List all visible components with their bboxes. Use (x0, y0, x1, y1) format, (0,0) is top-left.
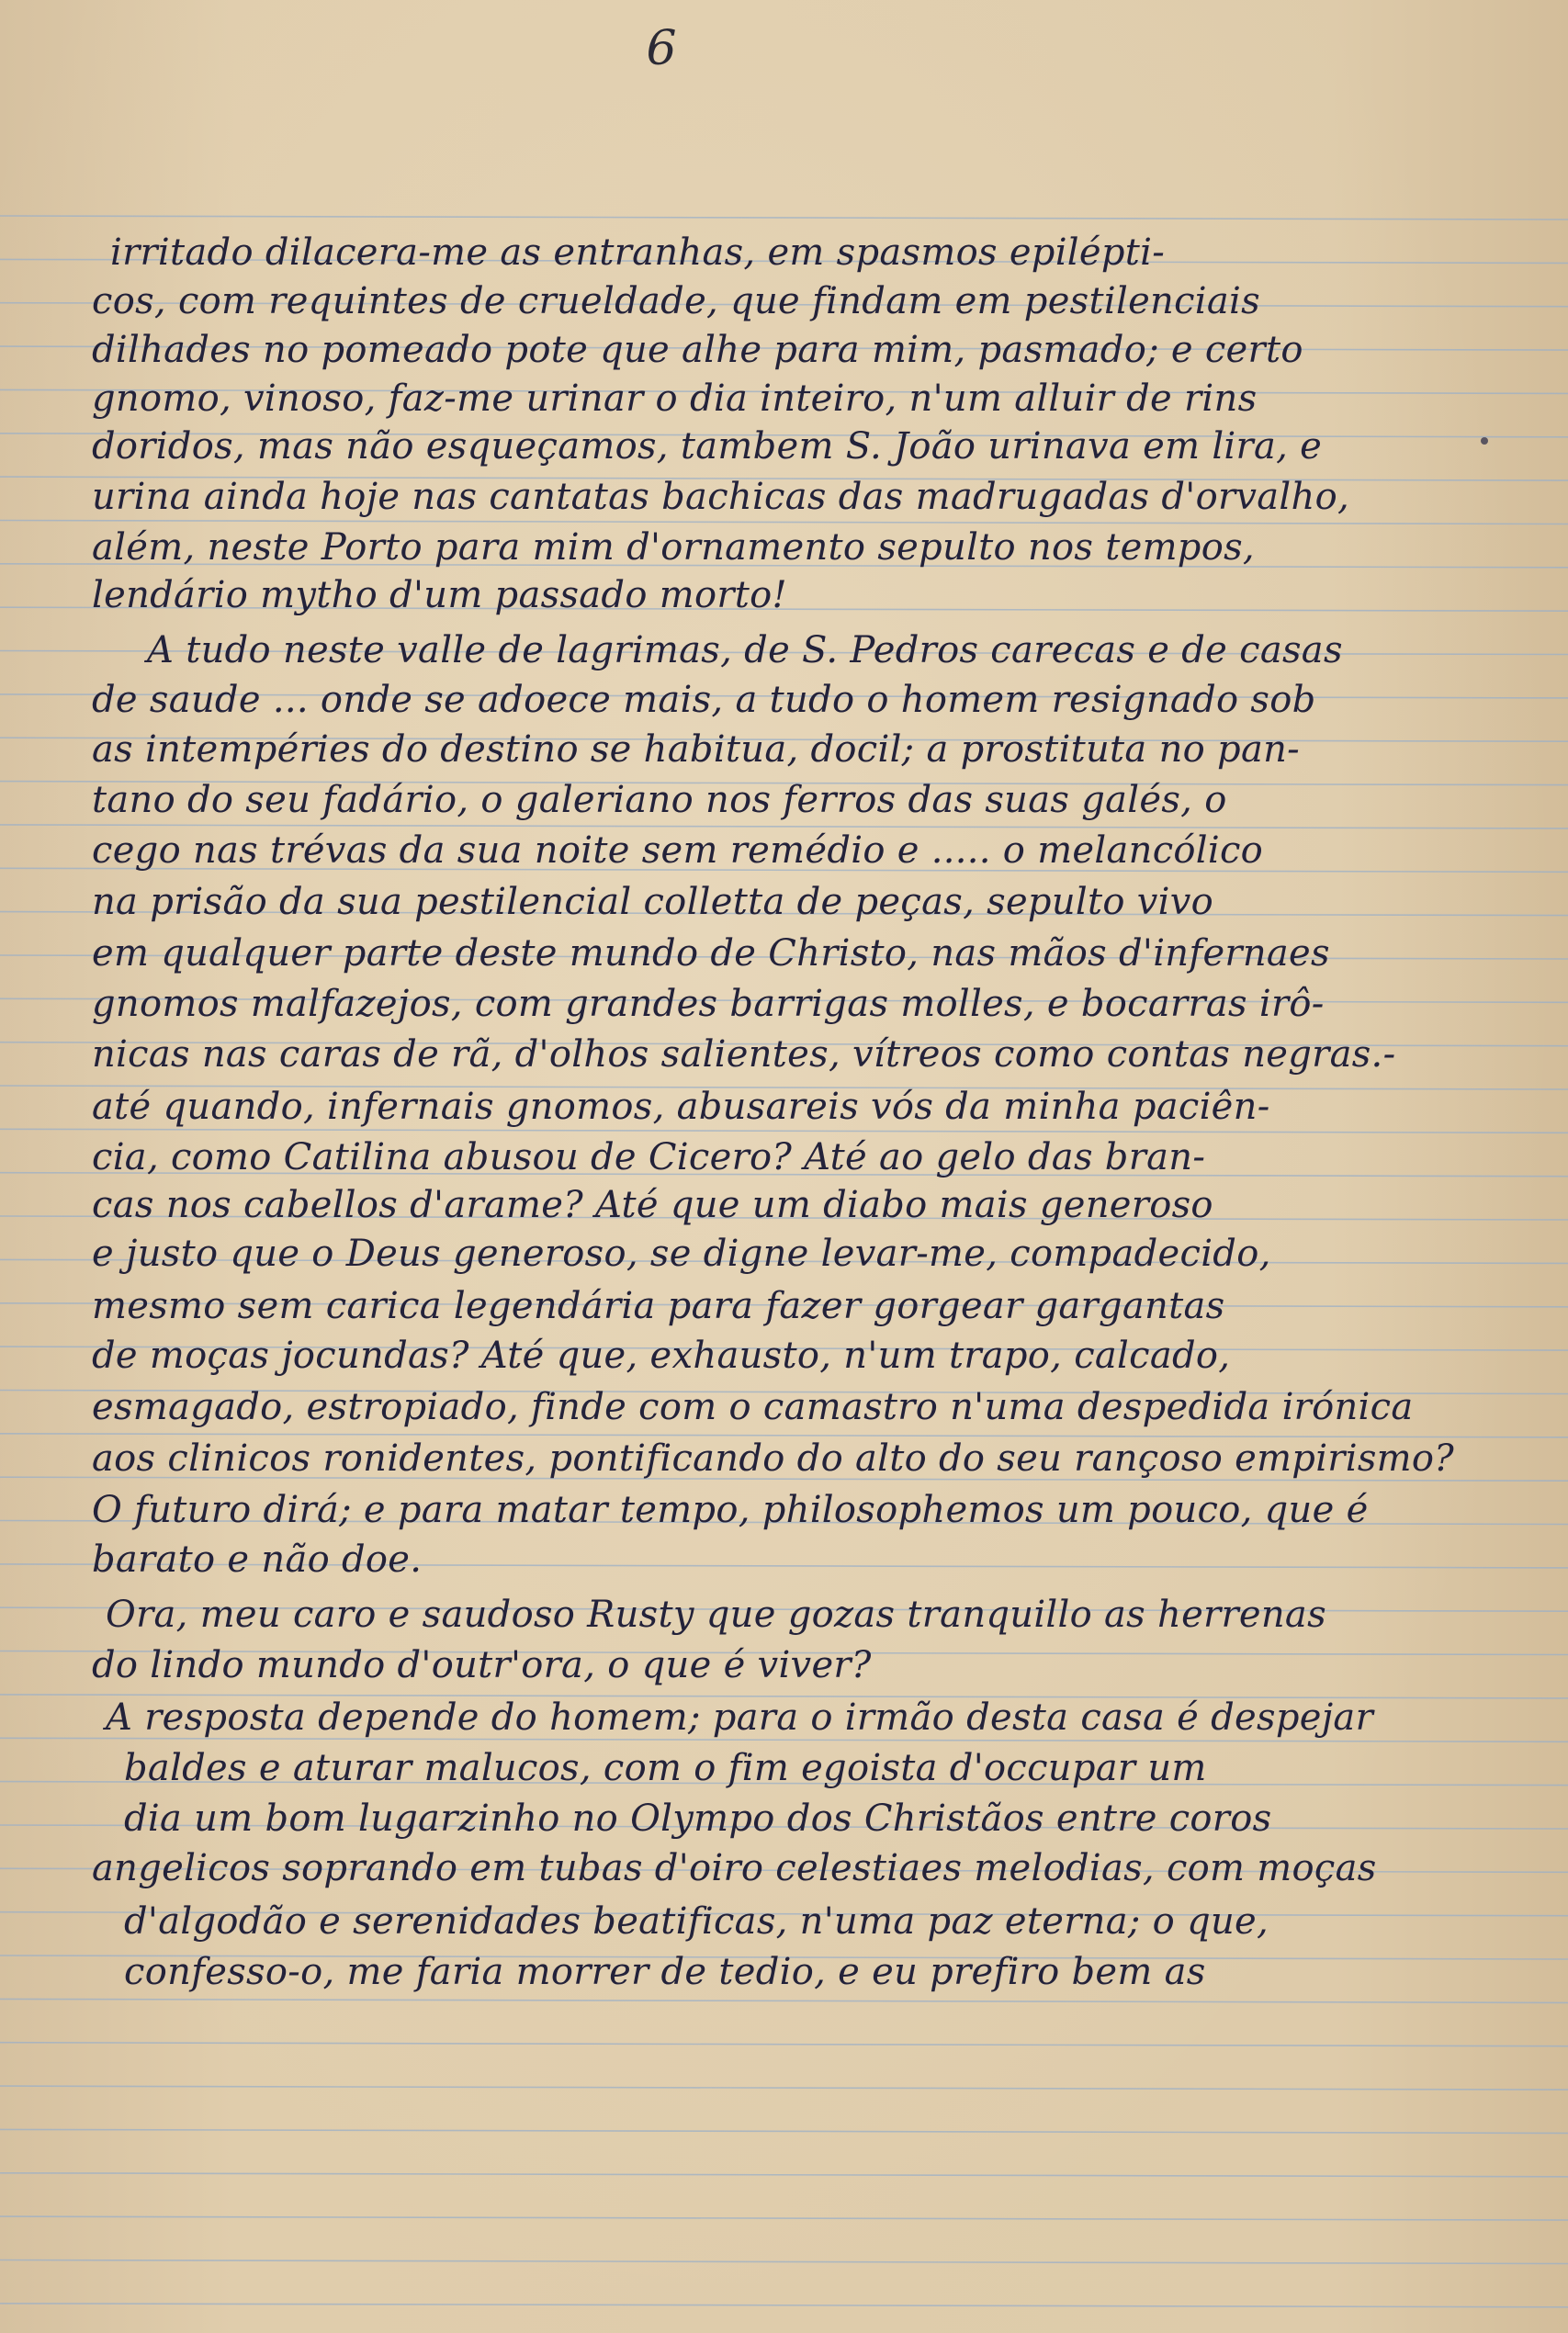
manuscript-line: na prisão da sua pestilencial colletta de peças, sepulto vivo (92, 881, 1214, 923)
ruled-line (0, 2086, 1568, 2090)
manuscript-line: em qualquer parte deste mundo de Christo, nas mãos d'infernaes (92, 932, 1330, 975)
manuscript-line: irritado dilacera-me as entranhas, em spasmos epilépti- (110, 231, 1166, 274)
page-number: 6 (646, 21, 677, 76)
ruled-line (0, 216, 1568, 220)
manuscript-line: cia, como Catilina abusou de Cicero? Até ao gelo das bran- (92, 1136, 1206, 1178)
manuscript-line: tano do seu fadário, o galeriano nos ferros das suas galés, o (92, 779, 1227, 821)
manuscript-line: além, neste Porto para mim d'ornamento sepulto nos tempos, (92, 526, 1255, 569)
manuscript-line: de saude ... onde se adoece mais, a tudo o homem resignado sob (92, 679, 1316, 721)
manuscript-line: lendário mytho d'um passado morto! (92, 574, 787, 616)
manuscript-line: Ora, meu caro e saudoso Rusty que gozas tranquillo as herrenas (106, 1594, 1326, 1636)
manuscript-line: baldes e aturar malucos, com o fim egoista d'occupar um (124, 1747, 1207, 1789)
ruled-line (0, 1999, 1568, 2002)
manuscript-line: gnomos malfazejos, com grandes barrigas molles, e bocarras irô- (92, 983, 1325, 1025)
manuscript-line: e justo que o Deus generoso, se digne levar-me, compadecido, (92, 1233, 1271, 1275)
manuscript-line: de moças jocundas? Até que, exhausto, n'um trapo, calcado, (92, 1335, 1231, 1377)
ruled-line (0, 2173, 1568, 2177)
manuscript-line: A resposta depende do homem; para o irmão desta casa é despejar (106, 1696, 1373, 1739)
manuscript-line: d'algodão e serenidades beatificas, n'uma paz eterna; o que, (124, 1900, 1269, 1943)
manuscript-line: A tudo neste valle de lagrimas, de S. Pedros carecas e de casas (147, 629, 1343, 671)
manuscript-line: angelicos soprando em tubas d'oiro celestiaes melodias, com moças (92, 1847, 1377, 1889)
manuscript-line: mesmo sem carica legendária para fazer gorgear gargantas (92, 1285, 1225, 1327)
manuscript-line: as intempéries do destino se habitua, docil; a prostituta no pan- (92, 728, 1300, 771)
manuscript-line: gnomo, vinoso, faz-me urinar o dia inteiro, n'um alluir de rins (92, 378, 1258, 420)
manuscript-line: dilhades no pomeado pote que alhe para mim, pasmado; e certo (92, 329, 1303, 371)
manuscript-line: cos, com requintes de crueldade, que findam em pestilenciais (92, 280, 1260, 322)
manuscript-line: esmagado, estropiado, finde com o camastro n'uma despedida irónica (92, 1386, 1414, 1428)
manuscript-line: até quando, infernais gnomos, abusareis vós da minha paciên- (92, 1086, 1270, 1128)
manuscript-line: do lindo mundo d'outr'ora, o que é viver? (92, 1644, 872, 1686)
manuscript-line: O futuro dirá; e para matar tempo, philosophemos um pouco, que é (92, 1489, 1369, 1531)
ruled-line (0, 2304, 1568, 2307)
manuscript-line: barato e não doe. (92, 1538, 423, 1581)
ruled-line (0, 2129, 1568, 2133)
manuscript-line: urina ainda hoje nas cantatas bachicas das madrugadas d'orvalho, (92, 476, 1349, 518)
manuscript-line: aos clinicos ronidentes, pontificando do alto do seu rançoso empirismo? (92, 1437, 1454, 1480)
manuscript-line: cego nas trévas da sua noite sem remédio e ..... o melancólico (92, 829, 1264, 872)
ruled-line (0, 2216, 1568, 2220)
manuscript-line: confesso-o, me faria morrer de tedio, e eu prefiro bem as (124, 1951, 1206, 1993)
ruled-line (0, 2260, 1568, 2264)
manuscript-line: doridos, mas não esqueçamos, tambem S. João urinava em lira, e (92, 425, 1323, 468)
ink-dot (1481, 437, 1488, 445)
manuscript-line: cas nos cabellos d'arame? Até que um diabo mais generoso (92, 1184, 1213, 1226)
ruled-line (0, 2043, 1568, 2046)
manuscript-line: nicas nas caras de rã, d'olhos salientes, vítreos como contas negras.- (92, 1033, 1396, 1076)
manuscript-line: dia um bom lugarzinho no Olympo dos Christãos entre coros (124, 1798, 1272, 1840)
